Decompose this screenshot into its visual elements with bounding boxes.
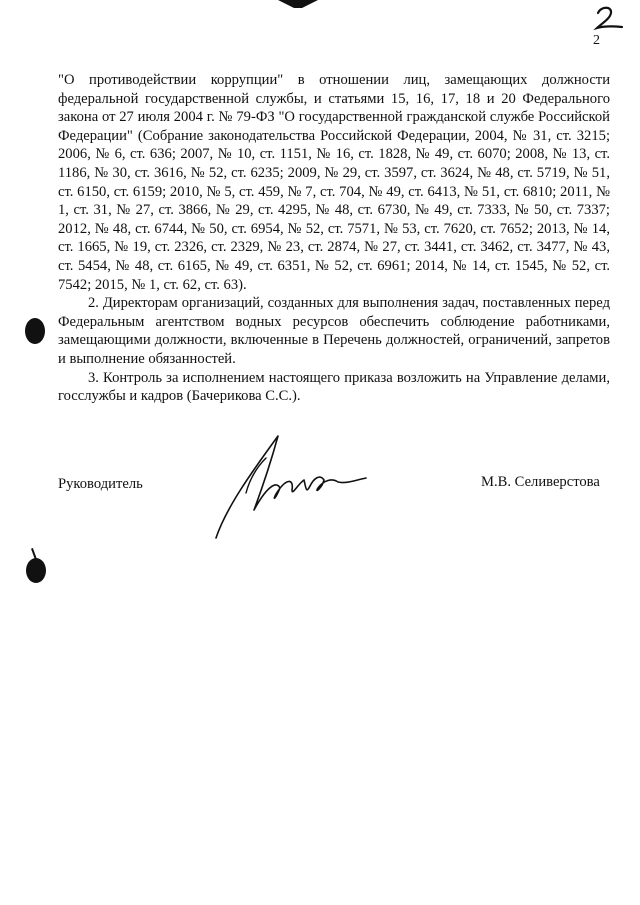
handwritten-signature — [206, 428, 374, 543]
punch-hole — [26, 558, 46, 583]
paragraph-2: 2. Директорам организаций, созданных для выполнения задач, поставленных перед Федеральным агентством водных ресурсов обеспечить соблюдение работниками, замещающими должности, включенные в Перечень должностей, ограничений, запретов и выполнение обязанностей. — [58, 295, 610, 367]
signatory-title: Руководитель — [58, 476, 143, 492]
paragraph-3: 3. Контроль за исполнением настоящего приказа возложить на Управление делами, госслужбы и кадров (Бачерикова С.С.). — [58, 369, 610, 405]
paragraph-1: "О противодействии коррупции" в отношении лиц, замещающих должности федеральной государственной службы, и статьями 15, 16, 17, 18 и 20 Федерального закона от 27 июля 2004 г. № 79-ФЗ "О государственной гражданской службе Российской Федерации" (Собрание законодательства Российской Федерации, 2004, № 31, ст. 3215; 2006, № 6, ст. 636; 2007, № 10, ст. 1151, № 16, ст. 1828, № 49, ст. 6070; 2008, № 13, ст. 1186, № 30, ст. 3616, № 52, ст. 6235; 2009, № 29, ст. 3597, ст. 3624, № 48, ст. 5719, № 51, ст. 6150, ст. 6159; 2010, № 5, ст. 459, № 7, ст. 704, № 49, ст. 6413, № 51, ст. 6810; 2011, № 1, ст. 31, № 27, ст. 3866, № 29, ст. 4295, № 48, ст. 6730, № 49, ст. 7333, № 50, ст. 7337; 2012, № 48, ст. 6744, № 50, ст. 6954, № 52, ст. 7571, № 53, ст. 7620, ст. 7652; 2013, № 14, ст. 1665, № 19, ст. 2326, ст. 2329, № 23, ст. 2874, № 27, ст. 3441, ст. 3462, ст. 3477, № 43, ст. 5454, № 48, ст. 6165, № 49, ст. 6351, № 52, ст. 6961; 2014, № 14, ст. 1545, № 52, ст. 7542; 2015, № 1, ст. 62, ст. 63). — [58, 72, 610, 293]
punch-hole — [25, 318, 45, 344]
signatory-name: М.В. Селиверстова — [481, 474, 600, 490]
scan-artifact — [278, 0, 318, 8]
document-body — [58, 71, 610, 406]
handwritten-page-number — [592, 4, 628, 32]
page-number: 2 — [593, 33, 600, 48]
